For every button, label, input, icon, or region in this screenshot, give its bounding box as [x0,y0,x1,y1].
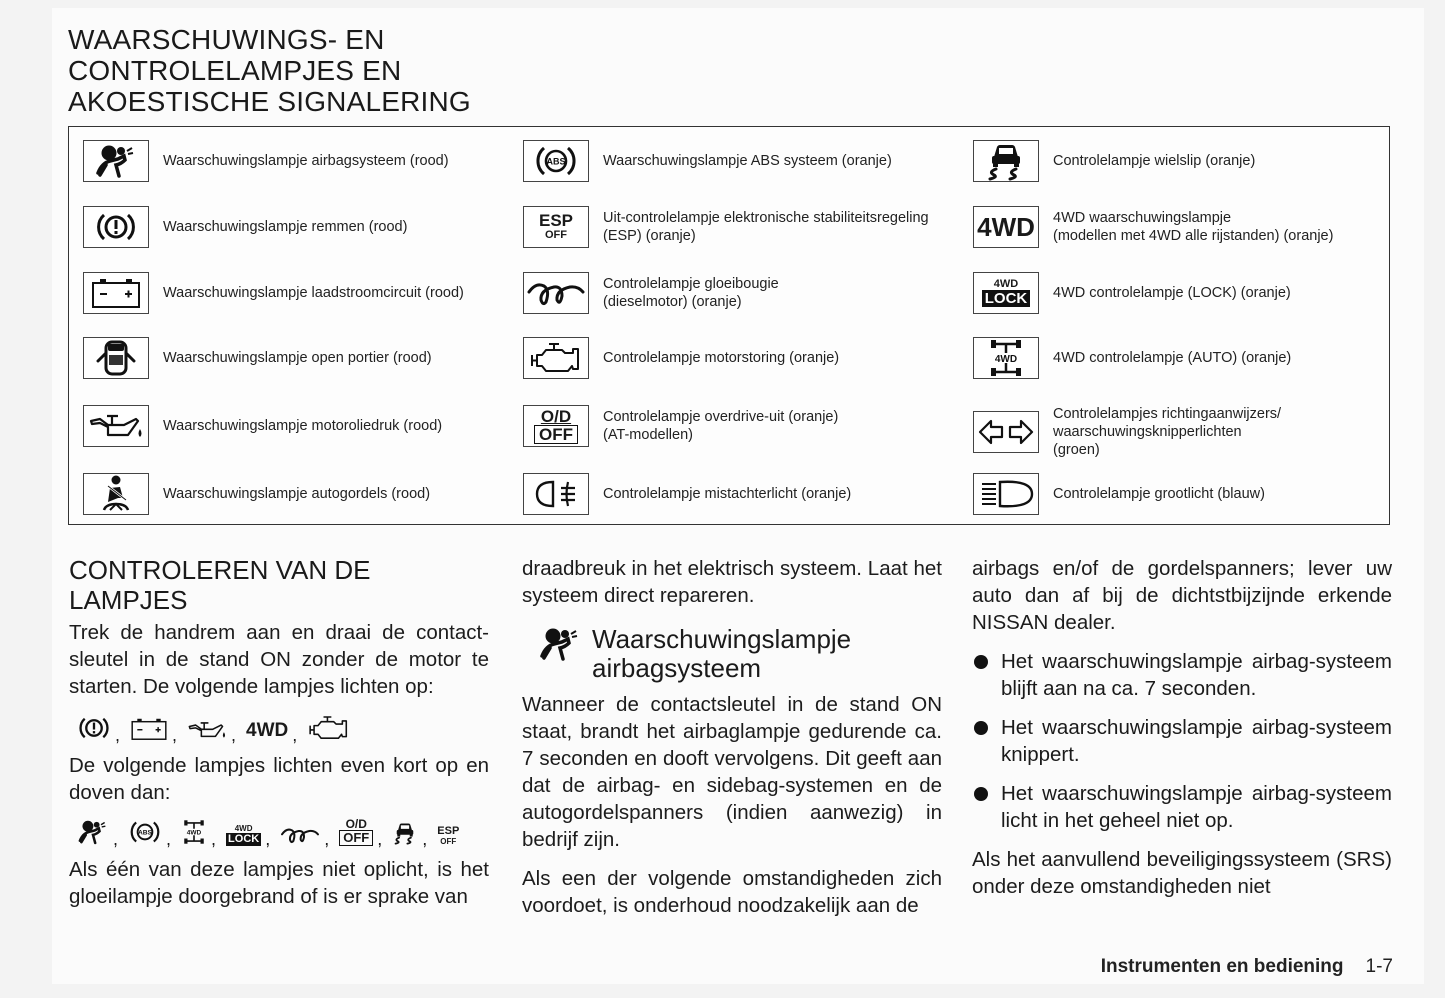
legend-item-4wd [973,206,1333,248]
bullet-item: Het waarschuwingslampje airbag-systeem blijft aan na ca. 7 seconden. [972,648,1392,702]
legend-item-turn-signal [973,405,1281,459]
legend-item-overdrive-off [523,405,838,447]
paragraph: Als een der volgende omstandigheden zich voordoet, is onderhoud noodzakelijk aan de [522,867,942,917]
legend-label: 4WD controlelampje (LOCK) (oranje) [1053,285,1291,301]
seatbelt-icon [83,473,149,515]
legend-item-engine [523,337,839,379]
legend-label: Controlelampjes richtingaanwijzers/ waarschuwingsknipperlichten (groen) [1053,406,1282,458]
legend-item-esp-off [523,206,929,248]
door-open-icon [83,337,149,379]
text-column-1 [69,555,489,910]
page-title [68,24,471,117]
overdrive-off-icon: O/D OFF [339,818,373,846]
paragraph: draadbreuk in het elektrisch systeem. Laat het systeem direct repareren. [522,557,942,607]
4wd-auto-icon [181,818,207,846]
legend-item-battery [83,272,464,314]
legend-item-abs [523,140,892,182]
4wd-lock-icon: 4WD LOCK [973,272,1039,314]
icon-list-on: , , , 4WD , [77,708,489,742]
legend-label: Waarschuwingslampje airbagsysteem (rood) [163,153,449,169]
oil-pressure-icon [83,405,149,447]
glow-plug-icon [280,824,320,846]
page-title-line: AKOESTISCHE SIGNALERING [68,86,471,117]
page-title-line: WAARSCHUWINGS- EN [68,24,385,55]
bullet-item: Het waarschuwingslampje airbag-systeem licht in het geheel niet op. [972,780,1392,834]
legend-label: Waarschuwingslampje autogordels (rood) [163,486,431,502]
legend-label: 4WD waarschuwingslampje (modellen met 4WD alle rijstanden) (oranje) [1053,210,1334,244]
engine-check-icon [523,337,589,379]
engine-check-icon [307,714,351,742]
abs-icon [523,140,589,182]
legend-item-oil [83,405,442,447]
legend-item-rear-fog [523,473,851,515]
subsection-title: Waarschuwingslampje airbagsysteem [592,624,852,683]
legend-item-glow-plug [523,272,779,314]
icon-list-briefly-on: , , , 4WD LOCK , , O/D OFF , , ESP OFF [77,812,489,846]
page-footer [1101,956,1393,978]
paragraph: De volgende lampjes lichten even kort op en doven dan: [69,754,489,804]
esp-off-icon: ESP OFF [523,206,589,248]
bullet-dot-icon [974,787,988,801]
turn-signal-icon [973,411,1039,453]
paragraph: Als één van deze lampjes niet oplicht, is het gloeilampje doorgebrand of is er sprake van [69,858,489,908]
legend-label: Uit-controlelampje elektronische stabiliteitsregeling (ESP) (oranje) [603,210,929,244]
legend-label: Controlelampje mistachterlicht (oranje) [603,486,852,502]
4wd-icon: 4WD [246,720,289,741]
warning-lights-legend [68,126,1390,525]
abs-icon [128,818,162,846]
brake-warning-icon [83,206,149,248]
legend-label: Controlelampje wielslip (oranje) [1053,153,1256,169]
bullet-dot-icon [974,721,988,735]
high-beam-icon [973,473,1039,515]
legend-label: Waarschuwingslampje remmen (rood) [163,219,408,235]
section-heading: CONTROLEREN VAN DE LAMPJES [69,555,371,615]
overdrive-off-icon: O/D OFF [523,405,589,447]
legend-label: Waarschuwingslampje motoroliedruk (rood) [163,418,443,434]
legend-item-4wd-lock [973,272,1291,314]
legend-item-high-beam [973,473,1265,515]
brake-warning-icon [77,714,111,742]
legend-item-brake [83,206,407,248]
paragraph: airbags en/of de gordelspanners; lever uw auto dan af bij de dichtstbijzijnde erkende NISSAN dealer. [972,557,1392,634]
airbag-icon [83,140,149,182]
legend-item-seatbelt [83,473,430,515]
oil-pressure-icon [187,718,227,742]
legend-label: Controlelampje overdrive-uit (oranje) (AT-modellen) [603,409,839,443]
text-column-2 [522,555,942,919]
glow-plug-icon [523,272,589,314]
text-column-3 [972,555,1392,900]
battery-icon [130,716,168,742]
legend-label: Waarschuwingslampje ABS systeem (oranje) [603,153,892,169]
legend-label: Controlelampje gloeibougie (dieselmotor) (oranje) [603,276,779,310]
page-title-line: CONTROLELAMPJES EN [68,55,402,86]
legend-item-wheel-slip [973,140,1255,182]
wheel-slip-icon [392,820,418,846]
bullet-dot-icon [974,655,988,669]
4wd-lock-icon: 4WD LOCK [228,824,260,845]
bullet-item: Het waarschuwingslampje airbag-systeem knippert. [972,714,1392,768]
battery-icon [83,272,149,314]
paragraph: Als het aanvullend beveiligingssysteem (SRS) onder deze omstandigheden niet [972,848,1392,898]
4wd-auto-icon [973,337,1039,379]
legend-item-4wd-auto [973,337,1291,379]
airbag-icon [77,818,109,846]
4wd-icon: 4WD [973,206,1039,248]
legend-item-airbag [83,140,449,182]
legend-label: Waarschuwingslampje laadstroomcircuit (rood) [163,285,464,301]
legend-label: Controlelampje motorstoring (oranje) [603,350,840,366]
esp-off-icon: ESP OFF [437,825,460,846]
legend-label: Waarschuwingslampje open portier (rood) [163,350,432,366]
paragraph: Trek de handrem aan en draai de contact-sleutel in de stand ON zonder de motor te starten. De volgende lampjes lichten op: [69,621,489,698]
paragraph: Wanneer de contactsleutel in de stand ON staat, brandt het airbaglampje gedurende ca. 7 seconden en dooft vervolgens. Dit geeft aan dat de airbag- en sidebag-systemen en de autogordelspanners (indien aanwezig) in bedrijf zijn. [522,693,942,851]
subsection-heading [538,625,942,683]
rear-fog-icon [523,473,589,515]
wheel-slip-icon [973,140,1039,182]
footer-section-title: Instrumenten en bediening [1100,956,1344,977]
airbag-icon [538,625,582,668]
legend-label: 4WD controlelampje (AUTO) (oranje) [1053,350,1292,366]
legend-item-door [83,337,432,379]
page-number: 1-7 [1365,956,1393,977]
legend-label: Controlelampje grootlicht (blauw) [1053,486,1265,502]
